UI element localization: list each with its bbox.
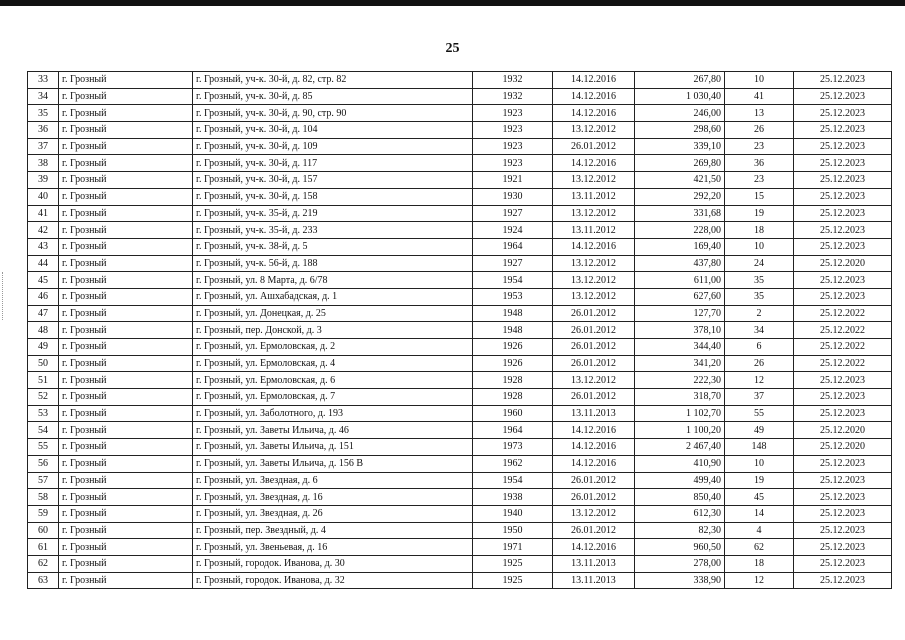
year-built-cell: 1950	[473, 522, 553, 539]
date-cell: 26.01.2012	[553, 389, 635, 406]
city-cell: г. Грозный	[59, 272, 193, 289]
count-cell: 19	[725, 472, 794, 489]
year-built-cell: 1964	[473, 238, 553, 255]
address-cell: г. Грозный, ул. Ермоловская, д. 7	[193, 389, 473, 406]
count-cell: 14	[725, 505, 794, 522]
date-cell: 26.01.2012	[553, 355, 635, 372]
city-cell: г. Грозный	[59, 72, 193, 89]
address-cell: г. Грозный, ул. Заветы Ильича, д. 151	[193, 439, 473, 456]
count-cell: 12	[725, 572, 794, 589]
year-built-cell: 1932	[473, 88, 553, 105]
row-number-cell: 61	[28, 539, 59, 556]
area-cell: 267,80	[635, 72, 725, 89]
area-cell: 82,30	[635, 522, 725, 539]
date-cell: 26.01.2012	[553, 522, 635, 539]
area-cell: 410,90	[635, 455, 725, 472]
date-cell: 26.01.2012	[553, 472, 635, 489]
deadline-cell: 25.12.2023	[794, 505, 892, 522]
date-cell: 13.11.2013	[553, 555, 635, 572]
count-cell: 23	[725, 138, 794, 155]
table-row	[28, 505, 892, 522]
row-number-cell: 57	[28, 472, 59, 489]
city-cell: г. Грозный	[59, 372, 193, 389]
year-built-cell: 1940	[473, 505, 553, 522]
table-row	[28, 355, 892, 372]
deadline-cell: 25.12.2023	[794, 288, 892, 305]
area-cell: 1 102,70	[635, 405, 725, 422]
city-cell: г. Грозный	[59, 389, 193, 406]
deadline-cell: 25.12.2023	[794, 522, 892, 539]
area-cell: 269,80	[635, 155, 725, 172]
deadline-cell: 25.12.2022	[794, 339, 892, 356]
table-row	[28, 255, 892, 272]
deadline-cell: 25.12.2022	[794, 322, 892, 339]
count-cell: 13	[725, 105, 794, 122]
date-cell: 26.01.2012	[553, 138, 635, 155]
city-cell: г. Грозный	[59, 322, 193, 339]
deadline-cell: 25.12.2023	[794, 455, 892, 472]
table-row	[28, 422, 892, 439]
year-built-cell: 1928	[473, 389, 553, 406]
area-cell: 2 467,40	[635, 439, 725, 456]
count-cell: 37	[725, 389, 794, 406]
count-cell: 24	[725, 255, 794, 272]
row-number-cell: 50	[28, 355, 59, 372]
city-cell: г. Грозный	[59, 405, 193, 422]
address-cell: г. Грозный, уч-к. 38-й, д. 5	[193, 238, 473, 255]
table-row	[28, 72, 892, 89]
area-cell: 960,50	[635, 539, 725, 556]
date-cell: 13.12.2012	[553, 288, 635, 305]
area-cell: 338,90	[635, 572, 725, 589]
address-cell: г. Грозный, городок. Иванова, д. 30	[193, 555, 473, 572]
row-number-cell: 38	[28, 155, 59, 172]
table-row	[28, 138, 892, 155]
address-cell: г. Грозный, ул. Ермоловская, д. 2	[193, 339, 473, 356]
table-body	[28, 72, 892, 589]
row-number-cell: 49	[28, 339, 59, 356]
row-number-cell: 45	[28, 272, 59, 289]
city-cell: г. Грозный	[59, 455, 193, 472]
year-built-cell: 1954	[473, 272, 553, 289]
address-cell: г. Грозный, уч-к. 30-й, д. 158	[193, 188, 473, 205]
date-cell: 14.12.2016	[553, 238, 635, 255]
date-cell: 14.12.2016	[553, 88, 635, 105]
area-cell: 1 100,20	[635, 422, 725, 439]
count-cell: 2	[725, 305, 794, 322]
city-cell: г. Грозный	[59, 155, 193, 172]
count-cell: 6	[725, 339, 794, 356]
year-built-cell: 1973	[473, 439, 553, 456]
address-cell: г. Грозный, уч-к. 30-й, д. 85	[193, 88, 473, 105]
count-cell: 36	[725, 155, 794, 172]
deadline-cell: 25.12.2020	[794, 255, 892, 272]
area-cell: 344,40	[635, 339, 725, 356]
area-cell: 246,00	[635, 105, 725, 122]
area-cell: 1 030,40	[635, 88, 725, 105]
deadline-cell: 25.12.2023	[794, 105, 892, 122]
city-cell: г. Грозный	[59, 522, 193, 539]
date-cell: 13.11.2013	[553, 405, 635, 422]
row-number-cell: 35	[28, 105, 59, 122]
year-built-cell: 1925	[473, 555, 553, 572]
row-number-cell: 41	[28, 205, 59, 222]
address-cell: г. Грозный, ул. Ермоловская, д. 4	[193, 355, 473, 372]
count-cell: 26	[725, 355, 794, 372]
table-row	[28, 105, 892, 122]
row-number-cell: 48	[28, 322, 59, 339]
deadline-cell: 25.12.2023	[794, 172, 892, 189]
city-cell: г. Грозный	[59, 422, 193, 439]
area-cell: 169,40	[635, 238, 725, 255]
row-number-cell: 40	[28, 188, 59, 205]
year-built-cell: 1962	[473, 455, 553, 472]
table-row	[28, 455, 892, 472]
year-built-cell: 1923	[473, 122, 553, 139]
row-number-cell: 59	[28, 505, 59, 522]
address-cell: г. Грозный, ул. Заветы Ильича, д. 156 В	[193, 455, 473, 472]
count-cell: 23	[725, 172, 794, 189]
count-cell: 18	[725, 555, 794, 572]
row-number-cell: 54	[28, 422, 59, 439]
date-cell: 26.01.2012	[553, 322, 635, 339]
address-cell: г. Грозный, уч-к. 30-й, д. 90, стр. 90	[193, 105, 473, 122]
area-cell: 339,10	[635, 138, 725, 155]
address-cell: г. Грозный, ул. Заветы Ильича, д. 46	[193, 422, 473, 439]
year-built-cell: 1948	[473, 322, 553, 339]
address-cell: г. Грозный, уч-к. 56-й, д. 188	[193, 255, 473, 272]
city-cell: г. Грозный	[59, 505, 193, 522]
deadline-cell: 25.12.2023	[794, 372, 892, 389]
deadline-cell: 25.12.2020	[794, 439, 892, 456]
address-cell: г. Грозный, ул. Звездная, д. 16	[193, 489, 473, 506]
table-row	[28, 305, 892, 322]
deadline-cell: 25.12.2023	[794, 188, 892, 205]
table-row	[28, 88, 892, 105]
date-cell: 14.12.2016	[553, 72, 635, 89]
year-built-cell: 1923	[473, 138, 553, 155]
city-cell: г. Грозный	[59, 555, 193, 572]
area-cell: 850,40	[635, 489, 725, 506]
city-cell: г. Грозный	[59, 88, 193, 105]
count-cell: 148	[725, 439, 794, 456]
year-built-cell: 1926	[473, 339, 553, 356]
date-cell: 13.11.2012	[553, 188, 635, 205]
year-built-cell: 1954	[473, 472, 553, 489]
area-cell: 127,70	[635, 305, 725, 322]
deadline-cell: 25.12.2023	[794, 389, 892, 406]
deadline-cell: 25.12.2023	[794, 489, 892, 506]
area-cell: 341,20	[635, 355, 725, 372]
table-row	[28, 555, 892, 572]
area-cell: 499,40	[635, 472, 725, 489]
date-cell: 14.12.2016	[553, 105, 635, 122]
city-cell: г. Грозный	[59, 355, 193, 372]
year-built-cell: 1932	[473, 72, 553, 89]
address-cell: г. Грозный, уч-к. 30-й, д. 157	[193, 172, 473, 189]
area-cell: 627,60	[635, 288, 725, 305]
deadline-cell: 25.12.2023	[794, 155, 892, 172]
deadline-cell: 25.12.2023	[794, 122, 892, 139]
date-cell: 13.12.2012	[553, 272, 635, 289]
date-cell: 13.12.2012	[553, 255, 635, 272]
year-built-cell: 1928	[473, 372, 553, 389]
area-cell: 318,70	[635, 389, 725, 406]
deadline-cell: 25.12.2023	[794, 205, 892, 222]
row-number-cell: 46	[28, 288, 59, 305]
count-cell: 10	[725, 455, 794, 472]
date-cell: 13.12.2012	[553, 122, 635, 139]
row-number-cell: 39	[28, 172, 59, 189]
city-cell: г. Грозный	[59, 539, 193, 556]
city-cell: г. Грозный	[59, 222, 193, 239]
address-cell: г. Грозный, пер. Звездный, д. 4	[193, 522, 473, 539]
address-cell: г. Грозный, ул. Звездная, д. 26	[193, 505, 473, 522]
table-row	[28, 322, 892, 339]
count-cell: 12	[725, 372, 794, 389]
row-number-cell: 34	[28, 88, 59, 105]
count-cell: 34	[725, 322, 794, 339]
year-built-cell: 1938	[473, 489, 553, 506]
count-cell: 10	[725, 238, 794, 255]
count-cell: 10	[725, 72, 794, 89]
deadline-cell: 25.12.2023	[794, 539, 892, 556]
year-built-cell: 1971	[473, 539, 553, 556]
area-cell: 298,60	[635, 122, 725, 139]
year-built-cell: 1924	[473, 222, 553, 239]
area-cell: 611,00	[635, 272, 725, 289]
year-built-cell: 1930	[473, 188, 553, 205]
table-row	[28, 389, 892, 406]
date-cell: 13.11.2012	[553, 222, 635, 239]
area-cell: 421,50	[635, 172, 725, 189]
row-number-cell: 55	[28, 439, 59, 456]
year-built-cell: 1923	[473, 155, 553, 172]
count-cell: 15	[725, 188, 794, 205]
row-number-cell: 60	[28, 522, 59, 539]
count-cell: 26	[725, 122, 794, 139]
count-cell: 55	[725, 405, 794, 422]
deadline-cell: 25.12.2023	[794, 472, 892, 489]
margin-mark	[2, 272, 9, 320]
table-row	[28, 288, 892, 305]
row-number-cell: 58	[28, 489, 59, 506]
city-cell: г. Грозный	[59, 105, 193, 122]
deadline-cell: 25.12.2023	[794, 238, 892, 255]
count-cell: 19	[725, 205, 794, 222]
year-built-cell: 1927	[473, 205, 553, 222]
deadline-cell: 25.12.2023	[794, 222, 892, 239]
table-row	[28, 155, 892, 172]
city-cell: г. Грозный	[59, 572, 193, 589]
table-row	[28, 405, 892, 422]
table-row	[28, 272, 892, 289]
date-cell: 26.01.2012	[553, 339, 635, 356]
deadline-cell: 25.12.2023	[794, 72, 892, 89]
row-number-cell: 37	[28, 138, 59, 155]
date-cell: 13.12.2012	[553, 372, 635, 389]
address-cell: г. Грозный, ул. Звеньевая, д. 16	[193, 539, 473, 556]
count-cell: 35	[725, 272, 794, 289]
table-row	[28, 572, 892, 589]
row-number-cell: 63	[28, 572, 59, 589]
city-cell: г. Грозный	[59, 339, 193, 356]
city-cell: г. Грозный	[59, 305, 193, 322]
year-built-cell: 1927	[473, 255, 553, 272]
city-cell: г. Грозный	[59, 472, 193, 489]
city-cell: г. Грозный	[59, 138, 193, 155]
table-row	[28, 439, 892, 456]
area-cell: 612,30	[635, 505, 725, 522]
date-cell: 13.12.2012	[553, 505, 635, 522]
area-cell: 222,30	[635, 372, 725, 389]
count-cell: 41	[725, 88, 794, 105]
deadline-cell: 25.12.2022	[794, 355, 892, 372]
page-top-edge	[0, 0, 905, 6]
row-number-cell: 44	[28, 255, 59, 272]
row-number-cell: 36	[28, 122, 59, 139]
date-cell: 13.12.2012	[553, 205, 635, 222]
area-cell: 292,20	[635, 188, 725, 205]
year-built-cell: 1960	[473, 405, 553, 422]
count-cell: 62	[725, 539, 794, 556]
year-built-cell: 1964	[473, 422, 553, 439]
row-number-cell: 47	[28, 305, 59, 322]
row-number-cell: 56	[28, 455, 59, 472]
deadline-cell: 25.12.2023	[794, 138, 892, 155]
date-cell: 14.12.2016	[553, 155, 635, 172]
deadline-cell: 25.12.2023	[794, 88, 892, 105]
address-cell: г. Грозный, ул. Донецкая, д. 25	[193, 305, 473, 322]
count-cell: 4	[725, 522, 794, 539]
year-built-cell: 1953	[473, 288, 553, 305]
area-cell: 228,00	[635, 222, 725, 239]
city-cell: г. Грозный	[59, 238, 193, 255]
date-cell: 13.12.2012	[553, 172, 635, 189]
deadline-cell: 25.12.2022	[794, 305, 892, 322]
table-row	[28, 539, 892, 556]
deadline-cell: 25.12.2023	[794, 272, 892, 289]
area-cell: 331,68	[635, 205, 725, 222]
city-cell: г. Грозный	[59, 172, 193, 189]
count-cell: 35	[725, 288, 794, 305]
address-cell: г. Грозный, ул. Звездная, д. 6	[193, 472, 473, 489]
page-number: 25	[445, 41, 460, 56]
row-number-cell: 33	[28, 72, 59, 89]
year-built-cell: 1926	[473, 355, 553, 372]
row-number-cell: 42	[28, 222, 59, 239]
year-built-cell: 1948	[473, 305, 553, 322]
address-cell: г. Грозный, ул. Заболотного, д. 193	[193, 405, 473, 422]
city-cell: г. Грозный	[59, 439, 193, 456]
table-row	[28, 188, 892, 205]
address-cell: г. Грозный, уч-к. 35-й, д. 233	[193, 222, 473, 239]
deadline-cell: 25.12.2023	[794, 405, 892, 422]
row-number-cell: 43	[28, 238, 59, 255]
row-number-cell: 53	[28, 405, 59, 422]
year-built-cell: 1925	[473, 572, 553, 589]
address-cell: г. Грозный, ул. Ашхабадская, д. 1	[193, 288, 473, 305]
address-cell: г. Грозный, уч-к. 30-й, д. 117	[193, 155, 473, 172]
count-cell: 49	[725, 422, 794, 439]
address-cell: г. Грозный, уч-к. 30-й, д. 109	[193, 138, 473, 155]
table-row	[28, 172, 892, 189]
housing-register-table	[27, 71, 892, 589]
city-cell: г. Грозный	[59, 288, 193, 305]
address-cell: г. Грозный, уч-к. 30-й, д. 82, стр. 82	[193, 72, 473, 89]
date-cell: 14.12.2016	[553, 439, 635, 456]
date-cell: 13.11.2013	[553, 572, 635, 589]
address-cell: г. Грозный, городок. Иванова, д. 32	[193, 572, 473, 589]
table-row	[28, 522, 892, 539]
date-cell: 14.12.2016	[553, 422, 635, 439]
address-cell: г. Грозный, уч-к. 30-й, д. 104	[193, 122, 473, 139]
year-built-cell: 1923	[473, 105, 553, 122]
area-cell: 437,80	[635, 255, 725, 272]
table-row	[28, 489, 892, 506]
row-number-cell: 51	[28, 372, 59, 389]
date-cell: 14.12.2016	[553, 455, 635, 472]
deadline-cell: 25.12.2023	[794, 572, 892, 589]
area-cell: 278,00	[635, 555, 725, 572]
table-row	[28, 372, 892, 389]
address-cell: г. Грозный, ул. 8 Марта, д. 6/78	[193, 272, 473, 289]
address-cell: г. Грозный, уч-к. 35-й, д. 219	[193, 205, 473, 222]
city-cell: г. Грозный	[59, 205, 193, 222]
row-number-cell: 52	[28, 389, 59, 406]
address-cell: г. Грозный, пер. Донской, д. 3	[193, 322, 473, 339]
date-cell: 26.01.2012	[553, 489, 635, 506]
address-cell: г. Грозный, ул. Ермоловская, д. 6	[193, 372, 473, 389]
city-cell: г. Грозный	[59, 255, 193, 272]
city-cell: г. Грозный	[59, 188, 193, 205]
area-cell: 378,10	[635, 322, 725, 339]
table-row	[28, 339, 892, 356]
city-cell: г. Грозный	[59, 122, 193, 139]
deadline-cell: 25.12.2023	[794, 555, 892, 572]
count-cell: 45	[725, 489, 794, 506]
table-row	[28, 122, 892, 139]
table-row	[28, 222, 892, 239]
city-cell: г. Грозный	[59, 489, 193, 506]
year-built-cell: 1921	[473, 172, 553, 189]
row-number-cell: 62	[28, 555, 59, 572]
table-row	[28, 205, 892, 222]
date-cell: 26.01.2012	[553, 305, 635, 322]
table-row	[28, 472, 892, 489]
date-cell: 14.12.2016	[553, 539, 635, 556]
deadline-cell: 25.12.2020	[794, 422, 892, 439]
count-cell: 18	[725, 222, 794, 239]
table-row	[28, 238, 892, 255]
